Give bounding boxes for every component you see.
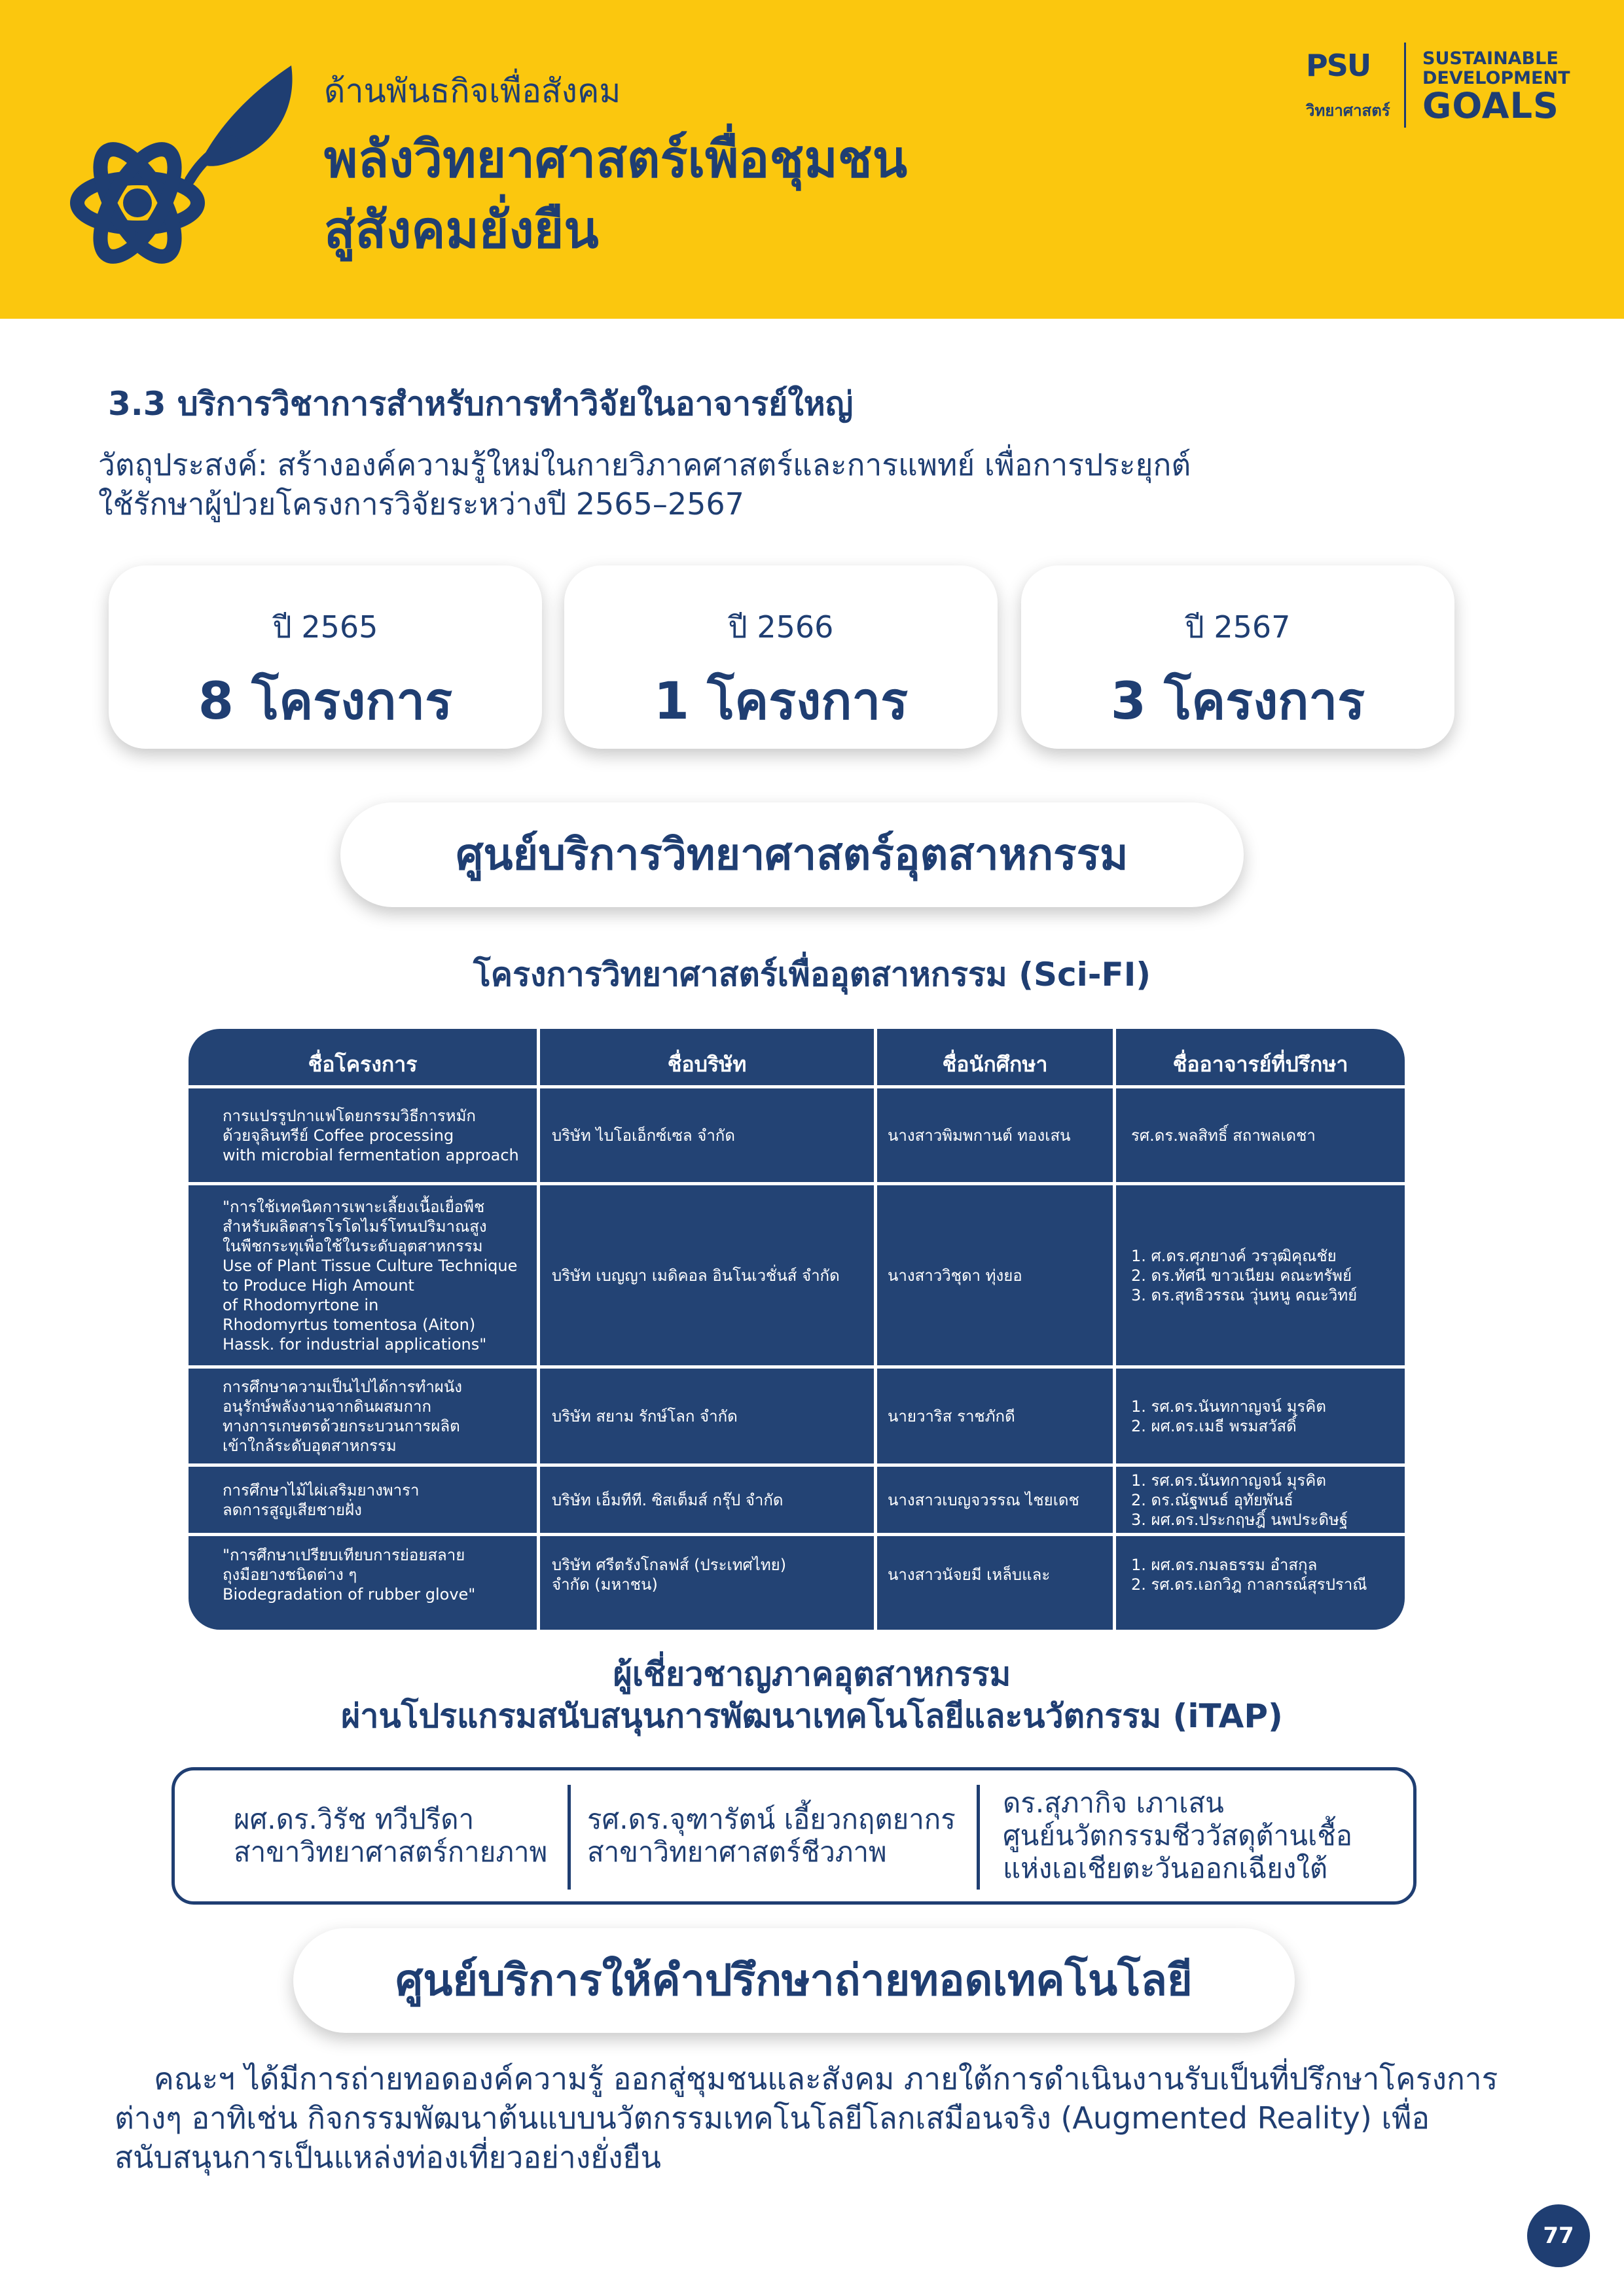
cell-project <box>223 1369 530 1463</box>
cell-student-text: นายวาริส ราชภักดี <box>888 1407 1015 1426</box>
cell-advisor-text: 1. รศ.ดร.นันทกาญจน์ มุรคิต 2. ดร.ณัฐพนธ์ อุทัยพันธ์ 3. ผศ.ดร.ประกฤษฎิ์ นพประดิษฐ์ <box>1131 1471 1348 1529</box>
expert-divider <box>568 1785 571 1890</box>
cell-company <box>552 1185 866 1365</box>
itap-title <box>0 1653 1624 1737</box>
cell-company <box>552 1467 866 1533</box>
cell-advisor <box>1131 1536 1399 1613</box>
cell-company-text: บริษัท เอ็มทีที. ซิสเต็มส์ กรุ๊ป จำกัด <box>552 1490 784 1509</box>
stat-card-2567 <box>1021 565 1454 749</box>
cell-company-text: บริษัท ไบโอเอ็กซ์เซล จำกัด <box>552 1126 735 1145</box>
cell-student <box>888 1185 1110 1365</box>
cell-project-text: "การศึกษาเปรียบเทียบการย่อยสลาย ถุงมือยางชนิดต่าง ๆ Biodegradation of rubber glove" <box>223 1546 476 1604</box>
scifi-projects-table <box>189 1029 1405 1630</box>
stat-count: 3 โครงการ <box>1110 672 1365 731</box>
cell-student-text: นางสาวพิมพกานต์ ทองเสน <box>888 1126 1071 1145</box>
cell-student <box>888 1369 1110 1463</box>
section-description <box>98 445 1407 524</box>
cell-project-text: การแปรรูปกาแฟโดยกรรมวิธีการหมัก ด้วยจุลินทรีย์ Coffee processing with microbial fermentation approach <box>223 1106 519 1164</box>
center-tech-transfer-pill: ศูนย์บริการให้คำปรึกษาถ่ายทอดเทคโนโลยี <box>293 1928 1295 2033</box>
expert-item <box>234 1770 574 1901</box>
cell-student <box>888 1536 1110 1613</box>
header-title-line2: สู่สังคมยั่งยืน <box>324 201 599 260</box>
sdg-line1: SUSTAINABLE <box>1422 48 1559 69</box>
brand-logos <box>1306 43 1594 128</box>
col-header-advisor: ชื่ออาจารย์ที่ปรึกษา <box>1172 1052 1348 1077</box>
expert-item <box>1003 1770 1396 1901</box>
cell-advisor-text: 1. ศ.ดร.ศุภยางค์ วรวุฒิคุณชัย 2. ดร.ทัศนี ขาวเนียม คณะทรัพย์ 3. ดร.สุทธิวรรณ วุ่นหนู คณะวิทย์ <box>1131 1246 1358 1304</box>
brand-divider <box>1404 43 1406 128</box>
expert-text: รศ.ดร.จุฑารัตน์ เอี้ยวกฤตยากร สาขาวิทยาศาสตร์ชีวภาพ <box>587 1803 956 1868</box>
cell-advisor <box>1131 1369 1399 1463</box>
expert-divider <box>977 1785 980 1890</box>
cell-advisor-text: รศ.ดร.พลสิทธิ์ สถาพลเดชา <box>1131 1126 1316 1145</box>
cell-student <box>888 1088 1110 1182</box>
cell-company <box>552 1369 866 1463</box>
header-banner <box>0 0 1624 319</box>
expert-text: ดร.สุภากิจ เภาเสน ศูนย์นวัตกรรมชีววัสดุต้านเชื้อ แห่งเอเชียตะวันออกเฉียงใต้ <box>1003 1787 1353 1884</box>
cell-project-text: การศึกษาความเป็นไปได้การทำผนัง อนุรักษ์พลังงานจากดินผสมกาก ทางการเกษตรด้วยกระบวนการผลิต เข้าใกล้ระดับอุตสาหกรรม <box>223 1377 462 1455</box>
cell-student <box>888 1467 1110 1533</box>
cell-company <box>552 1536 866 1613</box>
itap-title-line1: ผู้เชี่ยวชาญภาคอุตสาหกรรม <box>613 1655 1011 1693</box>
psu-logo: PSU <box>1306 48 1371 83</box>
header-subtitle: ด้านพันธกิจเพื่อสังคม <box>324 72 621 110</box>
scifi-table-title: โครงการวิทยาศาสตร์เพื่ออุตสาหกรรม (Sci-FI) <box>473 956 1151 994</box>
cell-project <box>223 1467 530 1533</box>
cell-student-text: นางสาวเบญจวรรณ ไชยเดช <box>888 1490 1079 1509</box>
sdg-logo-text <box>1422 49 1570 88</box>
cell-company <box>552 1088 866 1182</box>
cell-advisor-text: 1. ผศ.ดร.กมลธรรม อำสกุล 2. รศ.ดร.เอกวิฎ กาลกรณ์สุรปราณี <box>1131 1556 1367 1594</box>
cell-advisor-text: 1. รศ.ดร.นันทกาญจน์ มุรคิต 2. ผศ.ดร.เมธี พรมสวัสดิ์ <box>1131 1397 1326 1435</box>
cell-project <box>223 1536 530 1613</box>
col-divider <box>1113 1029 1116 1630</box>
section-desc-line1: วัตถุประสงค์: สร้างองค์ความรู้ใหม่ในกายวิภาคศาสตร์และการแพทย์ เพื่อการประยุกต์ <box>98 447 1191 482</box>
col-header-company: ชื่อบริษัท <box>667 1052 747 1077</box>
cell-student-text: นางสาววิชุดา ทุ่งยอ <box>888 1266 1022 1285</box>
stat-card-2566 <box>564 565 998 749</box>
cell-advisor <box>1131 1088 1399 1182</box>
page-number: 77 <box>1527 2204 1590 2267</box>
itap-title-line2: ผ่านโปรแกรมสนับสนุนการพัฒนาเทคโนโลยีและนวัตกรรม (iTAP) <box>341 1697 1283 1735</box>
stat-card-2565 <box>109 565 542 749</box>
cell-company-text: บริษัท สยาม รักษ์โลก จำกัด <box>552 1407 738 1426</box>
col-header-student: ชื่อนักศึกษา <box>942 1052 1048 1077</box>
col-header-project: ชื่อโครงการ <box>308 1052 418 1077</box>
cell-project <box>223 1185 530 1365</box>
closing-paragraph: คณะฯ ได้มีการถ่ายทอดองค์ความรู้ ออกสู่ชุมชนและสังคม ภายใต้การดำเนินงานรับเป็นที่ปรึกษาโครงการต่างๆ อาทิเช่น กิจกรรมพัฒนาต้นแบบนวัตกรรมเทคโนโลยีโลกเสมือนจริง (Augmented Reality) เพื่อสนับสนุนการเป็นแหล่งท่องเที่ยวอย่างยั่งยืน <box>115 2061 1498 2175</box>
psu-faculty-label: วิทยาศาสตร์ <box>1306 101 1390 120</box>
atom-leaf-icon <box>69 52 304 275</box>
center-industrial-science-pill: ศูนย์บริการวิทยาศาสตร์อุตสาหกรรม <box>340 802 1244 907</box>
itap-experts-box <box>171 1767 1416 1905</box>
section-desc-line2: ใช้รักษาผู้ป่วยโครงการวิจัยระหว่างปี 2565–2567 <box>98 486 744 522</box>
stat-count: 8 โครงการ <box>198 672 453 731</box>
table-header-row <box>189 1029 1405 1086</box>
section-title: 3.3 บริการวิชาการสำหรับการทำวิจัยในอาจารย์ใหญ่ <box>108 385 854 423</box>
stat-year: ปี 2566 <box>728 609 834 645</box>
cell-project-text: การศึกษาไม้ไผ่เสริมยางพารา ลดการสูญเสียชายฝั่ง <box>223 1480 420 1519</box>
stat-year: ปี 2565 <box>272 609 378 645</box>
cell-project-text: "การใช้เทคนิคการเพาะเลี้ยงเนื้อเยื่อพืช สำหรับผลิตสารโรโดไมร์โทนปริมาณสูง ในพืชกระทุเพื่อใช้ในระดับอุตสาหกรรม Use of Plant Tissue Culture Technique to Produce High Amount of Rhodomyrtone in Rhodomyrtus tomentosa (Aiton) Hassk. for industrial applications" <box>223 1197 518 1354</box>
cell-project <box>223 1088 530 1182</box>
expert-item <box>587 1770 967 1901</box>
stat-count: 1 โครงการ <box>653 672 909 731</box>
sdg-goals-text: GOALS <box>1422 85 1559 126</box>
cell-advisor <box>1131 1467 1399 1533</box>
cell-advisor <box>1131 1185 1399 1365</box>
col-divider <box>537 1029 540 1630</box>
sdg-line2: DEVELOPMENT <box>1422 68 1570 88</box>
header-title <box>324 124 1175 266</box>
header-title-line1: พลังวิทยาศาสตร์เพื่อชุมชน <box>324 130 908 189</box>
col-divider <box>874 1029 877 1630</box>
cell-company-text: บริษัท ศรีตรังโกลฟส์ (ประเทศไทย) จำกัด (มหาชน) <box>552 1556 787 1594</box>
cell-student-text: นางสาวนัจยมี เหล็บและ <box>888 1566 1051 1584</box>
stat-year: ปี 2567 <box>1185 609 1291 645</box>
expert-text: ผศ.ดร.วิรัช ทวีปรีดา สาขาวิทยาศาสตร์กายภาพ <box>234 1803 548 1868</box>
cell-company-text: บริษัท เบญญา เมดิคอล อินโนเวชั่นส์ จำกัด <box>552 1266 840 1285</box>
